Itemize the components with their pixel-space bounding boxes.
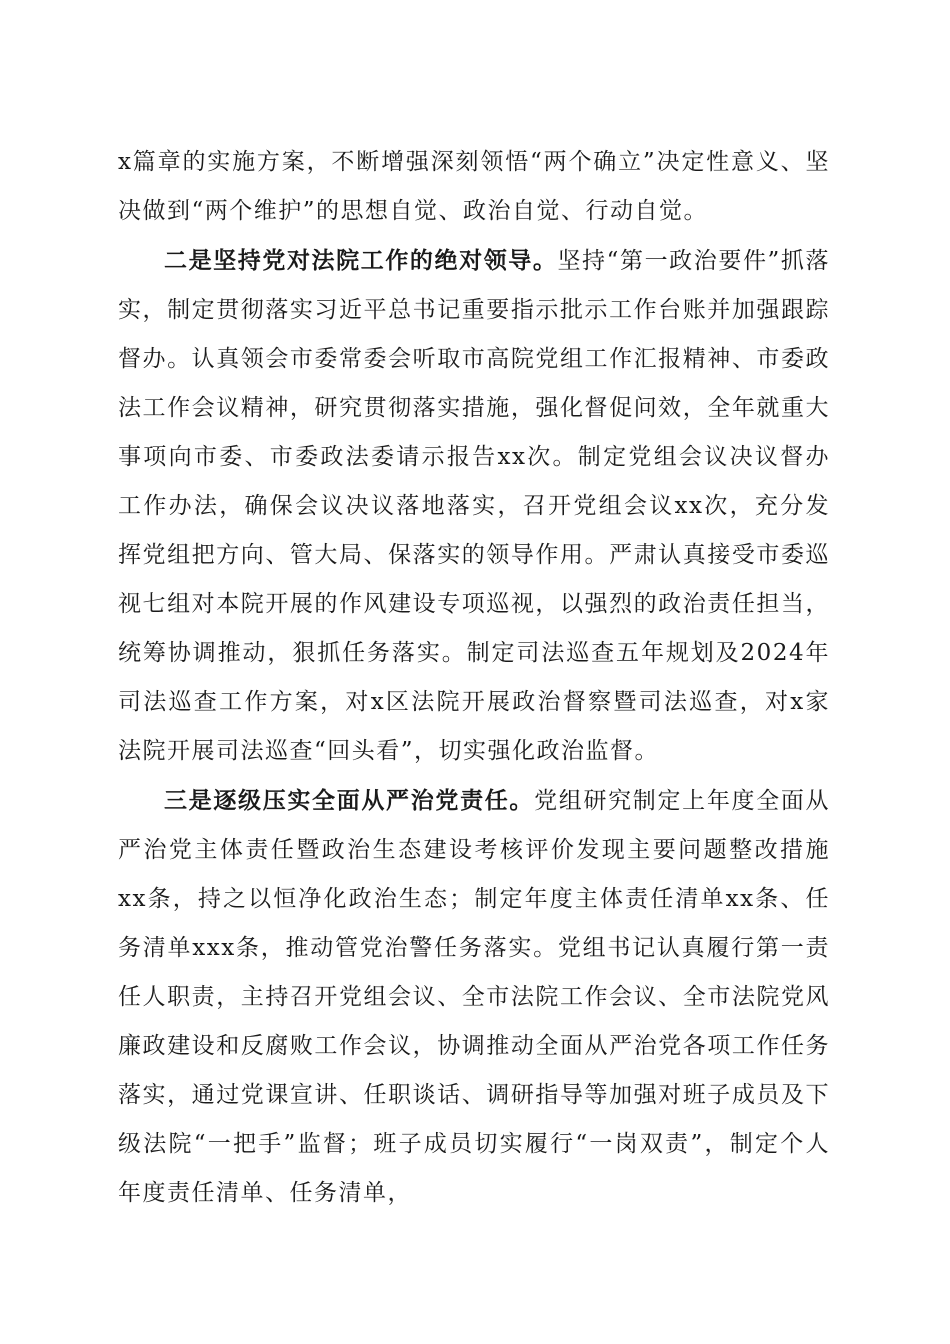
document-body: [118, 138, 830, 1218]
paragraph-continuation: [118, 138, 830, 236]
paragraph-heading: 二是坚持党对法院工作的绝对领导。: [164, 247, 558, 274]
paragraph-heading: 三是逐级压实全面从严治党责任。: [164, 787, 535, 814]
paragraph-point-three: [118, 776, 830, 1218]
paragraph-body: x篇章的实施方案，不断增强深刻领悟“两个确立”决定性意义、坚决做到“两个维护”的思想自觉、政治自觉、行动自觉。: [118, 149, 830, 224]
paragraph-body: 党组研究制定上年度全面从严治党主体责任暨政治生态建设考核评价发现主要问题整改措施xx条，持之以恒净化政治生态；制定年度主体责任清单xx条、任务清单xxx条，推动管党治警任务落实。党组书记认真履行第一责任人职责，主持召开党组会议、全市法院工作会议、全市法院党风廉政建设和反腐败工作会议，协调推动全面从严治党各项工作任务落实，通过党课宣讲、任职谈话、调研指导等加强对班子成员及下级法院“一把手”监督；班子成员切实履行“一岗双责”，制定个人年度责任清单、任务清单，: [118, 788, 831, 1206]
paragraph-point-two: [118, 236, 830, 776]
paragraph-body: 坚持“第一政治要件”抓落实，制定贯彻落实习近平总书记重要指示批示工作台账并加强跟踪督办。认真领会市委常委会听取市高院党组工作汇报精神、市委政法工作会议精神，研究贯彻落实措施，强化督促问效，全年就重大事项向市委、市委政法委请示报告xx次。制定党组会议决议督办工作办法，确保会议决议落地落实，召开党组会议xx次，充分发挥党组把方向、管大局、保落实的领导作用。严肃认真接受市委巡视七组对本院开展的作风建设专项巡视，以强烈的政治责任担当，统筹协调推动，狠抓任务落实。制定司法巡查五年规划及2024年司法巡查工作方案，对x区法院开展政治督察暨司法巡查，对x家法院开展司法巡查“回头看”，切实强化政治监督。: [118, 248, 830, 764]
